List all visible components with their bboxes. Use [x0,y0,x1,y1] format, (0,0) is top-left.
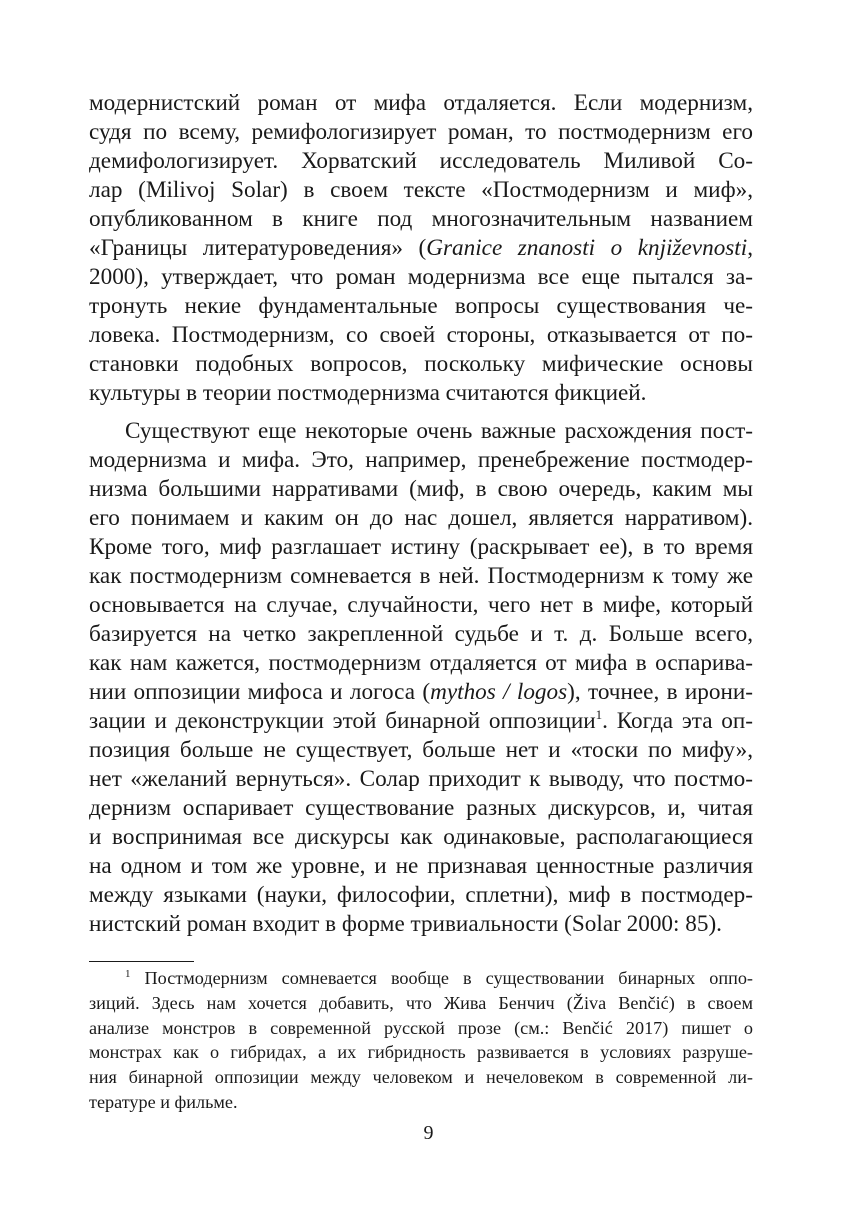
paragraph-2 [89,417,753,939]
text-line: его понимаем и каким он до нас дошел, является нарративом). [89,505,753,531]
text-line: становки подобных вопросов, поскольку мифические основы [89,351,753,377]
footnote-marker: 1 [125,968,131,980]
italic-term: mythos / logos [430,679,568,705]
text-line: демифологизирует. Хорватский исследователь Миливой Со- [89,148,753,174]
text-line: позиция больше не существует, больше нет и «тоски по мифу», [89,737,753,763]
text-line: нистский роман входит в форме тривиальности (Solar 2000: 85). [89,911,722,937]
footnote-line: монстрах как о гибридах, а их гибридность развивается в условиях разруше- [89,1042,753,1063]
text-line: между языками (науки, философии, сплетни), миф в постмодер- [89,882,753,908]
text-line: на одном и том же уровне, и не признавая ценностные различия [89,853,753,879]
text-segment: . Когда эта оп- [602,708,753,734]
text-line: опубликованном в книге под многозначительным названием [89,206,753,232]
text-line [89,707,753,736]
footnote-reference[interactable]: 1 [595,707,603,722]
text-segment: Постмодернизм сомневается вообще в существовании бинарных оппо- [130,968,753,988]
text-line: Существуют еще некоторые очень важные расхождения пост- [125,418,753,444]
text-line [89,234,753,263]
text-line: модернизма и мифа. Это, например, пренебрежение постмодер- [89,447,753,473]
text-segment: «Границы литературоведения» ( [89,235,427,261]
text-line: как постмодернизм сомневается в ней. Постмодернизм к тому же [89,563,753,589]
footnote [89,966,753,1115]
text-line: судя по всему, ремифологизирует роман, то постмодернизм его [89,119,753,145]
paragraph-1 [89,89,753,408]
text-line: дернизм оспаривает существование разных дискурсов, и, читая [89,795,753,821]
footnote-separator [89,961,194,962]
footnote-line [89,966,753,991]
text-line: как нам кажется, постмодернизм отдаляется от мифа в оспарива- [89,650,753,676]
text-line: базируется на четко закрепленной судьбе и т. д. Больше всего, [89,621,753,647]
italic-title: Granice znanosti o književnosti [426,235,748,261]
text-line: 2000), утверждает, что роман модернизма все еще пытался за- [89,264,753,290]
text-line [89,678,753,707]
text-line: Кроме того, миф разглашает истину (раскрывает ее), в то время [89,534,753,560]
footnote-line: ния бинарной оппозиции между человеком и нечеловеком в современной ли- [89,1067,753,1088]
page-number: 9 [423,1122,434,1144]
text-line: модернистский роман от мифа отдаляется. Если модернизм, [89,90,753,116]
footnote-line: тературе и фильме. [89,1091,238,1112]
text-segment: , [747,235,753,261]
text-line: и воспринимая все дискурсы как одинаковые, располагающиеся [89,824,753,850]
text-line: ловека. Постмодернизм, со своей стороны, отказывается от по- [89,322,753,348]
main-text [89,89,753,939]
footnote-line: зиций. Здесь нам хочется добавить, что Жива Бенчич (Živa Benčić) в своем [89,992,753,1013]
text-line: тронуть некие фундаментальные вопросы существования че- [89,293,753,319]
text-segment: нии оппозиции мифоса и логоса ( [89,679,431,705]
text-line: нет «желаний вернуться». Солар приходит к выводу, что постмо- [89,766,753,792]
text-line: лар (Milivoj Solar) в своем тексте «Постмодернизм и миф», [89,177,753,203]
text-line: низма большими нарративами (миф, в свою очередь, каким мы [89,476,753,502]
text-segment: ), точнее, в ирони- [567,679,753,705]
text-segment: зации и деконструкции этой бинарной оппозиции [89,708,596,734]
text-line: основывается на случае, случайности, чего нет в мифе, который [89,592,753,618]
text-line: культуры в теории постмодернизма считаются фикцией. [89,380,647,406]
footnote-line: анализе монстров в современной русской прозе (см.: Benčić 2017) пишет о [89,1017,753,1038]
